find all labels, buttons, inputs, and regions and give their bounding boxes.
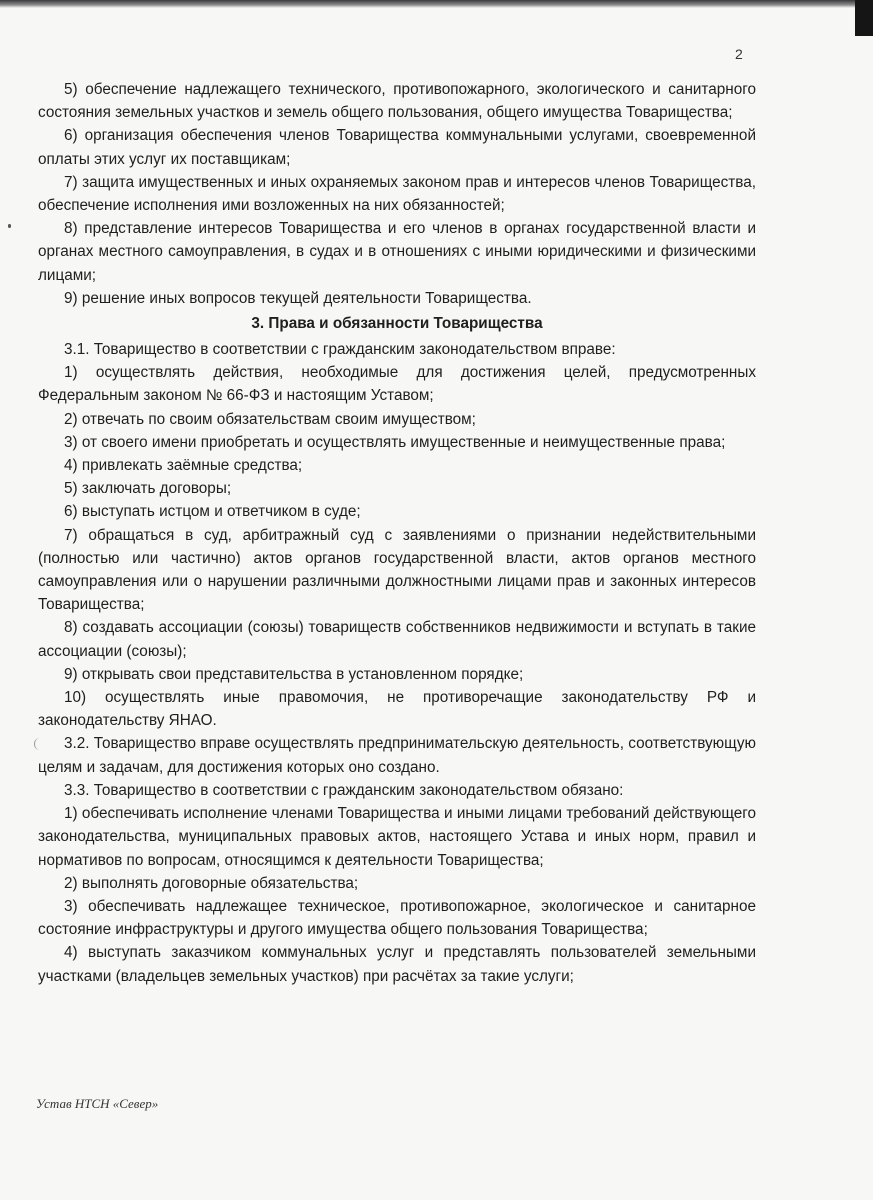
scan-corner-mark [855,0,873,36]
paragraph: 8) представление интересов Товарищества и его членов в органах государственной власти и органах местного самоуправления, в судах и в отношениях с иными юридическими и физическими лицами; [38,220,756,284]
paragraph: 1) обеспечивать исполнение членами Товарищества и иными лицами требований действующего законодательства, муниципальных правовых актов, настоящего Устава и иных норм, правил и нормативов по вопросам, относящимся к деятельности Товарищества; [38,805,756,869]
paragraph: 8) создавать ассоциации (союзы) товариществ собственников недвижимости и вступать в такие ассоциации (союзы); [38,619,756,660]
paragraph: 7) защита имущественных и иных охраняемых законом прав и интересов членов Товарищества, обеспечение исполнения ими возложенных на них обязанностей; [38,173,756,215]
section-heading: 3. Права и обязанности Товарищества [251,315,543,333]
paragraph: 10) осуществлять иные правомочия, не противоречащие законодательству РФ и законодательству ЯНАО. [38,689,756,730]
paragraph: 3) обеспечивать надлежащее техническое, противопожарное, экологическое и санитарное состояние инфраструктуры и другого имущества общего пользования Товарищества; [38,897,756,939]
paragraph: 3) от своего имени приобретать и осуществлять имущественные и неимущественные права; [64,433,726,451]
document-body [38,78,756,988]
paragraph: 9) решение иных вопросов текущей деятельности Товарищества. [64,289,532,307]
paragraph: 2) выполнять договорные обязательства; [64,874,359,892]
paragraph: 4) привлекать заёмные средства; [64,457,303,475]
paragraph: 5) заключать договоры; [64,480,232,498]
paragraph: 9) открывать свои представительства в установленном порядке; [64,665,524,683]
scan-top-edge [0,0,873,8]
paragraph: 7) обращаться в суд, арбитражный суд с заявлениями о признании недействительными (полностью или частично) актов органов государственной власти, актов органов местного самоуправления или о нарушении различными должностными лицами прав и законных интересов Товарищества; [38,526,756,614]
paragraph: 4) выступать заказчиком коммунальных услуг и представлять пользователей земельными участками (владельцев земельных участков) при расчётах за такие услуги; [38,944,756,985]
paragraph: 3.3. Товарищество в соответствии с гражданским законодательством обязано: [64,781,624,799]
paragraph: 2) отвечать по своим обязательствам своим имуществом; [64,410,476,428]
paragraph: 3.1. Товарищество в соответствии с гражданским законодательством вправе: [64,341,616,359]
scan-speck [8,224,11,228]
paragraph: 1) осуществлять действия, необходимые для достижения целей, предусмотренных Федеральным законом № 66-ФЗ и настоящим Уставом; [38,364,756,405]
paragraph: 6) выступать истцом и ответчиком в суде; [64,503,361,521]
paragraph: 5) обеспечение надлежащего технического, противопожарного, экологического и санитарного состояния земельных участков и земель общего пользования, общего имущества Товарищества; [38,81,756,122]
document-footer: Устав НТСН «Север» [36,1096,159,1111]
page-number: 2 [735,46,743,62]
paragraph: 3.2. Товарищество вправе осуществлять предпринимательскую деятельность, соответствующую целям и задачам, для достижения которых оно создано. [38,735,756,776]
paragraph: 6) организация обеспечения членов Товарищества коммунальными услугами, своевременной оплаты этих услуг их поставщикам; [38,127,756,168]
